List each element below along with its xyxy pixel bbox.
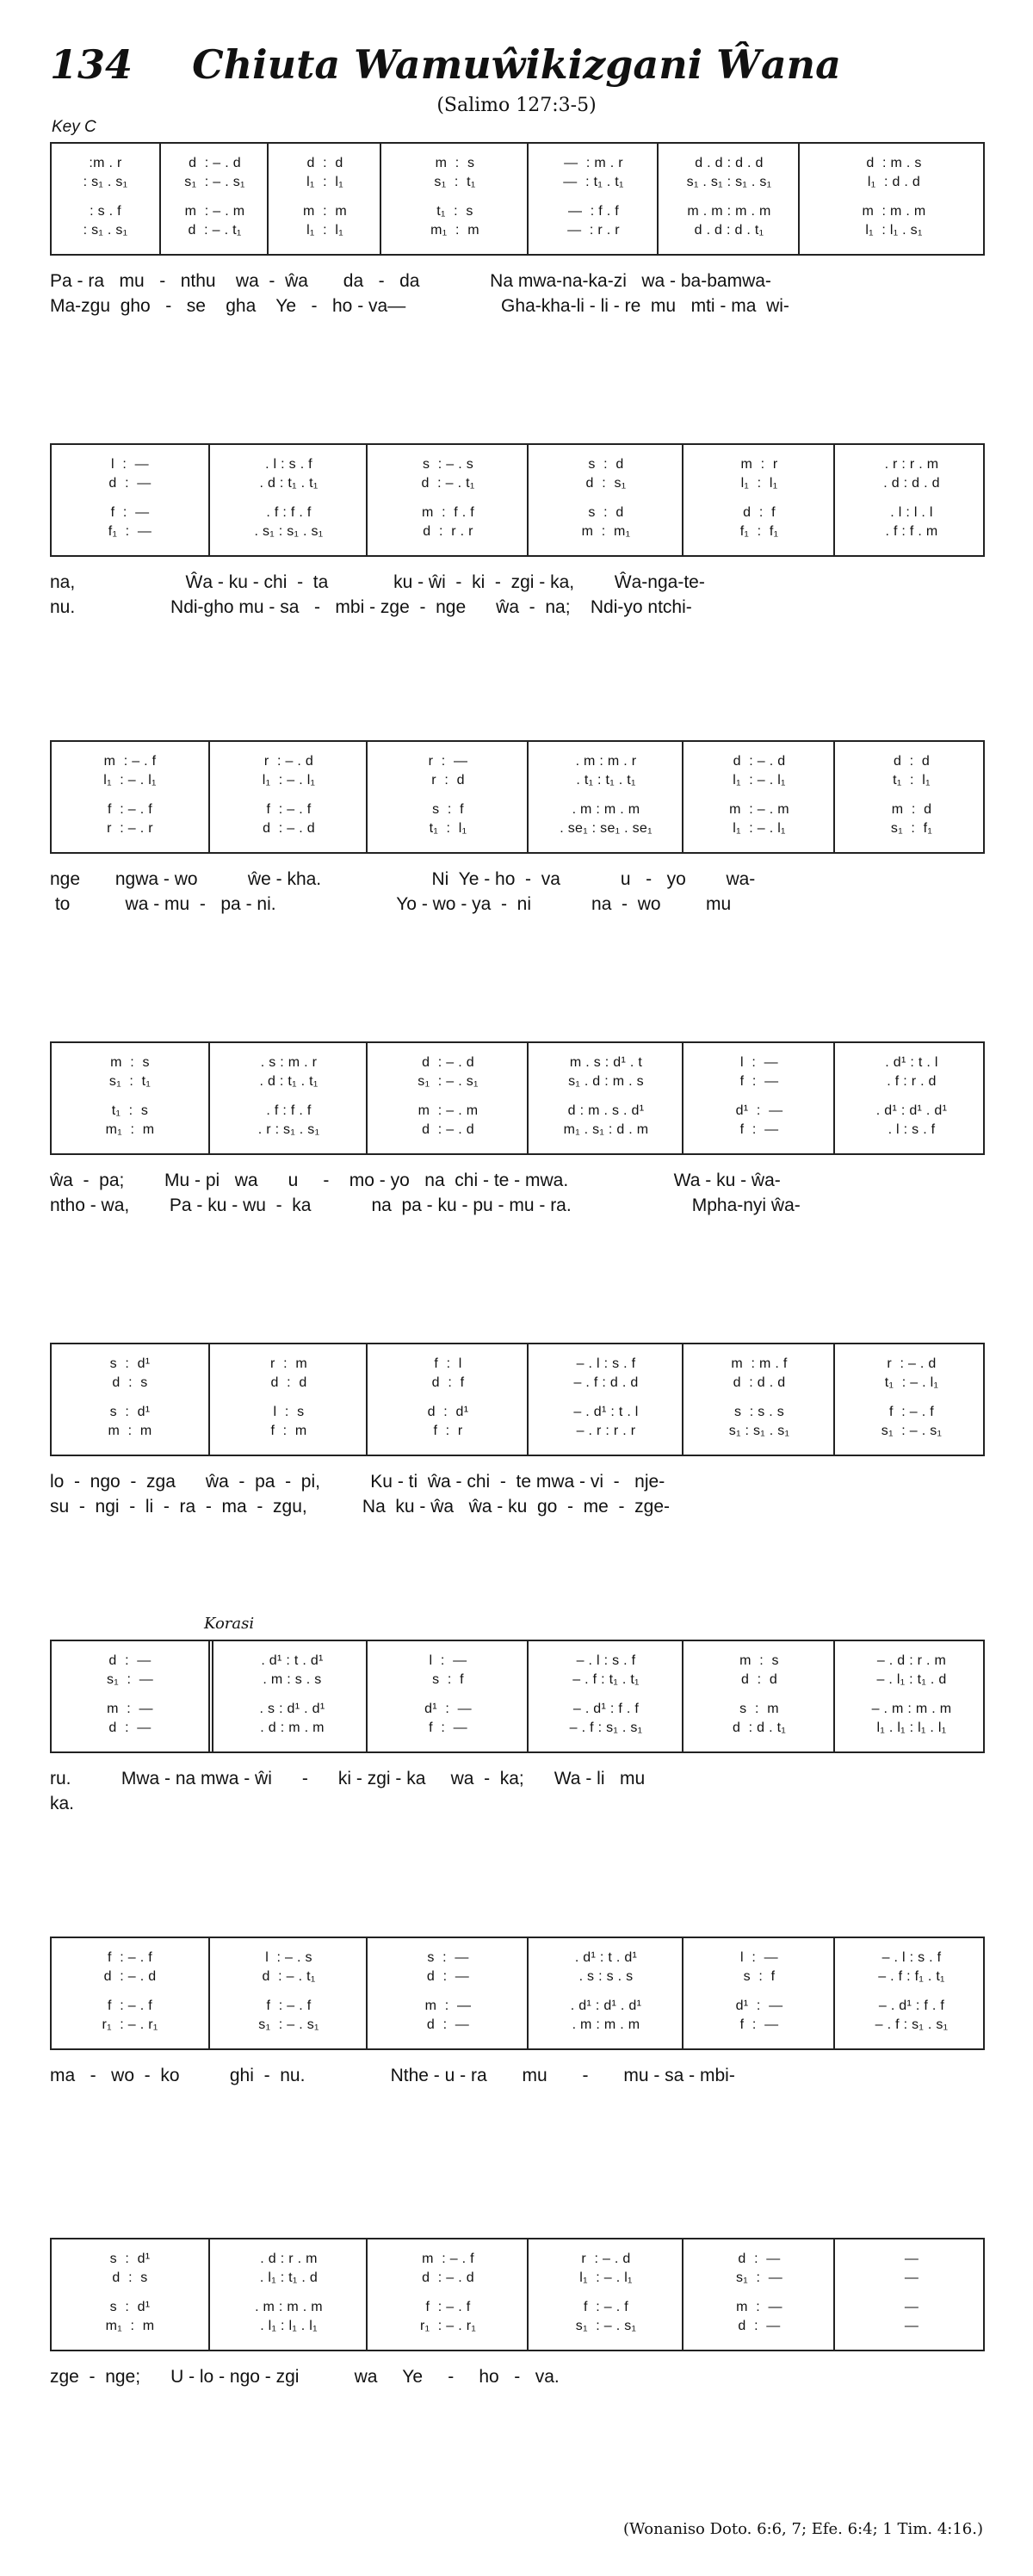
- voice-line: – . r : r . r: [576, 1424, 636, 1438]
- voice-line: f₁ : f₁: [739, 524, 779, 539]
- scripture-reference: (Salimo 127:3-5): [436, 95, 597, 116]
- measure: [833, 1938, 988, 2048]
- voice-line: m : m: [303, 204, 347, 219]
- voice-line: m : f . f: [421, 505, 475, 520]
- voice-line: d : —: [108, 476, 152, 491]
- music-system: [50, 2238, 985, 2387]
- voice-line: l₁ : l₁ . s₁: [865, 223, 923, 238]
- measure: [52, 1641, 208, 1751]
- voice-line: . d : d . d: [883, 476, 940, 491]
- voice-line: s₁ : s₁ . s₁: [728, 1424, 790, 1438]
- voice-line: m : s: [435, 156, 475, 170]
- voice-line: d : f: [431, 1375, 465, 1390]
- measure: [52, 1938, 208, 2048]
- voice-line: s : m: [739, 1702, 779, 1716]
- measure: [208, 1344, 368, 1455]
- voice-line: —: [904, 2319, 919, 2333]
- voice-line: s₁ : t₁: [434, 175, 476, 189]
- voice-line: l₁ : – . l₁: [579, 2270, 633, 2285]
- hymn-title: Chiuta Wamuŵikizgani Ŵana: [192, 41, 841, 88]
- voice-line: s₁ . d : m . s: [568, 1074, 644, 1089]
- voice-line: m₁ : m: [105, 2319, 155, 2333]
- voice-line: f : – . f: [584, 2300, 628, 2314]
- voice-line: . d¹ : t . d¹: [261, 1653, 324, 1668]
- measure: [682, 1344, 835, 1455]
- measure: [798, 144, 988, 254]
- voice-line: l₁ : – . l₁: [733, 821, 786, 836]
- solfa-staff: [50, 1937, 985, 2050]
- voice-line: – . d¹ : f . f: [878, 1998, 945, 2013]
- lyric-line: zge - nge; U - lo - ngo - zgi wa Ye - ho - va.: [50, 2367, 560, 2387]
- voice-line: . d¹ : d¹ . d¹: [570, 1998, 642, 2013]
- voice-line: . d¹ : d¹ . d¹: [875, 1103, 948, 1118]
- voice-line: s₁ : —: [735, 2270, 783, 2285]
- voice-line: . se₁ : se₁ . se₁: [560, 821, 653, 836]
- lyric-line: nge ngwa - wo ŵe - kha. Ni Ye - ho - va u - yo wa-: [50, 869, 756, 889]
- chorus-label: Korasi: [204, 1615, 255, 1633]
- measure: [682, 1043, 835, 1153]
- voice-line: d . d : d . t₁: [694, 223, 764, 238]
- voice-line: l₁ : – . l₁: [262, 773, 316, 788]
- voice-line: . l : s . f: [888, 1122, 936, 1137]
- voice-line: – . d : r . m: [876, 1653, 947, 1668]
- voice-line: m : m: [108, 1424, 152, 1438]
- voice-line: f : – . f: [266, 1998, 312, 2013]
- voice-line: . l : s . f: [265, 457, 312, 472]
- voice-line: – . f : s₁ . s₁: [569, 1720, 643, 1735]
- voice-line: d : —: [108, 1720, 152, 1735]
- voice-line: s₁ : – . s₁: [258, 2017, 319, 2032]
- voice-line: . t₁ : t₁ . t₁: [576, 773, 636, 788]
- measure: [208, 445, 368, 555]
- voice-line: m : —: [736, 2300, 782, 2314]
- voice-line: d : – . t₁: [262, 1969, 316, 1984]
- voice-line: l₁ : d . d: [867, 175, 921, 189]
- measure: [52, 1344, 208, 1455]
- voice-line: d¹ : —: [735, 1998, 783, 2013]
- voice-line: :m . r: [89, 156, 122, 170]
- music-system: [50, 142, 985, 316]
- voice-line: d : r . r: [423, 524, 473, 539]
- voice-line: r : m: [270, 1356, 307, 1371]
- voice-line: – . f : f₁ . t₁: [878, 1969, 945, 1984]
- voice-line: d : – . d: [733, 754, 786, 769]
- voice-line: r : d: [431, 773, 465, 788]
- measure: [52, 2239, 208, 2350]
- voice-line: . m : m . r: [575, 754, 637, 769]
- voice-line: — : r . r: [567, 223, 620, 238]
- voice-line: : s₁ . s₁: [83, 175, 128, 189]
- voice-line: f : —: [739, 2017, 779, 2032]
- measure: [208, 742, 368, 852]
- voice-line: s₁ : f₁: [890, 821, 933, 836]
- voice-line: —: [904, 2252, 919, 2266]
- music-system: [50, 1041, 985, 1215]
- voice-line: —: [904, 2300, 919, 2314]
- measure: [833, 445, 988, 555]
- voice-line: . r : s₁ . s₁: [257, 1122, 320, 1137]
- voice-line: . d : r . m: [260, 2252, 318, 2266]
- lyric-line: ma - wo - ko ghi - nu. Nthe - u - ra mu - mu - sa - mbi-: [50, 2066, 735, 2085]
- voice-line: m : s: [739, 1653, 779, 1668]
- voice-line: m : – . f: [103, 754, 157, 769]
- voice-line: s₁ : —: [106, 1672, 154, 1687]
- lyric-line: ka.: [50, 1794, 75, 1813]
- solfa-staff: [50, 740, 985, 854]
- voice-line: . d : t₁ . t₁: [259, 476, 319, 491]
- voice-line: m : m . f: [731, 1356, 788, 1371]
- measure: [682, 2239, 835, 2350]
- music-system: [50, 740, 985, 914]
- voice-line: d : m . s . d¹: [567, 1103, 645, 1118]
- voice-line: f : – . f: [266, 802, 312, 817]
- voice-line: d : —: [738, 2319, 781, 2333]
- voice-line: . m : m . m: [255, 2300, 323, 2314]
- voice-line: t₁ : s: [111, 1103, 149, 1118]
- voice-line: d : – . d: [189, 156, 241, 170]
- voice-line: f : l: [434, 1356, 462, 1371]
- voice-line: t₁ : s: [436, 204, 473, 219]
- lyric-line: su - ngi - li - ra - ma - zgu, Na ku - ŵa ŵa - ku go - me - zge-: [50, 1497, 671, 1517]
- measure: [52, 742, 208, 852]
- voice-line: s : f: [432, 802, 464, 817]
- music-system: [50, 443, 985, 617]
- voice-line: s : f: [432, 1672, 464, 1687]
- measure: [833, 1043, 988, 1153]
- voice-line: s₁ : t₁: [108, 1074, 152, 1089]
- voice-line: r : – . d: [581, 2252, 631, 2266]
- voice-line: l : – . s: [265, 1950, 312, 1965]
- voice-line: . f : f . f: [266, 1103, 312, 1118]
- measure: [380, 144, 529, 254]
- voice-line: . l₁ : t₁ . d: [259, 2270, 319, 2285]
- voice-line: d : – . d: [103, 1969, 157, 1984]
- voice-line: . s : d¹ . d¹: [259, 1702, 325, 1716]
- voice-line: s : —: [427, 1950, 469, 1965]
- voice-line: f : —: [739, 1074, 779, 1089]
- voice-line: . d : t₁ . t₁: [259, 1074, 319, 1089]
- voice-line: d : d¹: [427, 1405, 469, 1419]
- voice-line: s : d¹: [109, 2300, 151, 2314]
- voice-line: m₁ : m: [430, 223, 479, 238]
- lyric-line: to wa - mu - pa - ni. Yo - wo - ya - ni na - wo mu: [50, 894, 732, 914]
- footer-reference: (Wonaniso Doto. 6:6, 7; Efe. 6:4; 1 Tim. 4:16.): [623, 2520, 983, 2538]
- voice-line: . s : s . s: [578, 1969, 634, 1984]
- measure: [267, 144, 381, 254]
- voice-line: m : – . m: [729, 802, 789, 817]
- voice-line: m : – . f: [422, 2252, 474, 2266]
- measure: [366, 1938, 529, 2048]
- voice-line: f : – . f: [108, 1998, 152, 2013]
- voice-line: – . d¹ : f . f: [572, 1702, 640, 1716]
- voice-line: d : f: [743, 505, 776, 520]
- measure: [366, 445, 529, 555]
- measure: [366, 1043, 529, 1153]
- lyric-line: ntho - wa, Pa - ku - wu - ka na pa - ku - pu - mu - ra. Mpha-nyi ŵa-: [50, 1195, 801, 1215]
- voice-line: t₁ : – . l₁: [884, 1375, 939, 1390]
- voice-line: d : d . t₁: [732, 1720, 787, 1735]
- voice-line: m : —: [424, 1998, 472, 2013]
- measure: [366, 1641, 529, 1751]
- measure: [52, 144, 159, 254]
- voice-line: l₁ : l₁: [306, 175, 343, 189]
- voice-line: s₁ : – . s₁: [184, 175, 245, 189]
- voice-line: . m : m . m: [572, 2017, 640, 2032]
- voice-line: l : —: [740, 1950, 778, 1965]
- voice-line: – . l : s . f: [576, 1653, 636, 1668]
- voice-line: – . l₁ : t₁ . d: [876, 1672, 947, 1687]
- voice-line: : s₁ . s₁: [83, 223, 128, 238]
- voice-line: . l : l . l: [890, 505, 933, 520]
- voice-line: m . s : d¹ . t: [569, 1055, 643, 1070]
- lyric-line: na, Ŵa - ku - chi - ta ku - ŵi - ki - zgi - ka, Ŵa-nga-te-: [50, 572, 705, 592]
- measure: [682, 445, 835, 555]
- voice-line: f : – . f: [108, 802, 152, 817]
- solfa-staff: [50, 1041, 985, 1155]
- voice-line: – . f : t₁ . t₁: [572, 1672, 640, 1687]
- voice-line: d : – . t₁: [188, 223, 242, 238]
- measure: [682, 742, 835, 852]
- voice-line: d : – . d: [422, 1122, 474, 1137]
- voice-line: : s . f: [90, 204, 121, 219]
- voice-line: s : d: [588, 457, 624, 472]
- voice-line: r₁ : – . r₁: [102, 2017, 158, 2032]
- lyric-line: Ma-zgu gho - se gha Ye - ho - va— Gha-kha-li - li - re mu mti - ma wi-: [50, 296, 789, 316]
- voice-line: s : – . s: [422, 457, 473, 472]
- voice-line: d : —: [738, 2252, 781, 2266]
- voice-line: . d : m . m: [260, 1720, 325, 1735]
- hymn-number: 134: [50, 41, 133, 88]
- voice-line: d : d: [270, 1375, 307, 1390]
- voice-line: d : —: [108, 1653, 152, 1668]
- voice-line: s : s . s: [733, 1405, 785, 1419]
- voice-line: d : d: [893, 754, 931, 769]
- voice-line: t₁ : l₁: [429, 821, 467, 836]
- measure: [657, 144, 800, 254]
- solfa-staff: [50, 1640, 985, 1753]
- voice-line: d : s: [112, 1375, 148, 1390]
- voice-line: f : —: [110, 505, 150, 520]
- voice-line: m₁ : m: [105, 1122, 155, 1137]
- voice-line: m : r: [740, 457, 778, 472]
- voice-line: f : —: [429, 1720, 467, 1735]
- voice-line: f : – . f: [108, 1950, 152, 1965]
- measure: [833, 1641, 988, 1751]
- voice-line: – . m : m . m: [871, 1702, 952, 1716]
- voice-line: m : – . m: [184, 204, 245, 219]
- measure: [208, 1641, 371, 1751]
- solfa-staff: [50, 2238, 985, 2351]
- voice-line: s₁ : – . s₁: [881, 1424, 943, 1438]
- voice-line: f : —: [739, 1122, 779, 1137]
- voice-line: r : —: [428, 754, 468, 769]
- voice-line: l : —: [740, 1055, 778, 1070]
- voice-line: – . d¹ : t . l: [573, 1405, 639, 1419]
- voice-line: d . d : d . d: [695, 156, 764, 170]
- voice-line: – . l : s . f: [881, 1950, 942, 1965]
- voice-line: d : m . s: [866, 156, 922, 170]
- voice-line: . s : m . r: [260, 1055, 318, 1070]
- music-system: [50, 1937, 985, 2085]
- voice-line: . d¹ : t . l: [885, 1055, 938, 1070]
- measure: [527, 742, 684, 852]
- voice-line: d : s₁: [585, 476, 627, 491]
- solfa-staff: [50, 142, 985, 256]
- solfa-staff: [50, 443, 985, 557]
- voice-line: r₁ : – . r₁: [419, 2319, 477, 2333]
- lyric-line: lo - ngo - zga ŵa - pa - pi, Ku - ti ŵa - chi - te mwa - vi - nje-: [50, 1472, 665, 1492]
- voice-line: . m : m . m: [572, 802, 640, 817]
- voice-line: —: [904, 2270, 919, 2285]
- voice-line: m : m . m: [862, 204, 926, 219]
- voice-line: l₁ : l₁: [740, 476, 778, 491]
- voice-line: r : – . d: [887, 1356, 937, 1371]
- voice-line: d¹ : —: [735, 1103, 783, 1118]
- measure: [833, 1344, 988, 1455]
- measure: [208, 1043, 368, 1153]
- voice-line: d : d . d: [733, 1375, 786, 1390]
- voice-line: d : s: [112, 2270, 148, 2285]
- voice-line: r : – . d: [263, 754, 314, 769]
- voice-line: d : d: [740, 1672, 778, 1687]
- measure: [366, 1344, 529, 1455]
- voice-line: – . f : d . d: [573, 1375, 639, 1390]
- lyric-line: nu. Ndi-gho mu - sa - mbi - zge - nge ŵa - na; Ndi-yo ntchi-: [50, 597, 692, 617]
- voice-line: f : – . f: [425, 2300, 471, 2314]
- voice-line: . s₁ : s₁ . s₁: [254, 524, 324, 539]
- measure: [366, 742, 529, 852]
- voice-line: d : —: [426, 2017, 470, 2032]
- voice-line: l₁ . l₁ : l₁ . l₁: [876, 1720, 947, 1735]
- voice-line: f : – . f: [889, 1405, 934, 1419]
- voice-line: r : – . r: [107, 821, 153, 836]
- voice-line: – . l : s . f: [576, 1356, 636, 1371]
- voice-line: m : d: [891, 802, 932, 817]
- voice-line: . f : r . d: [887, 1074, 937, 1089]
- voice-line: . l₁ : l₁ . l₁: [260, 2319, 318, 2333]
- measure: [527, 2239, 684, 2350]
- measure: [682, 1938, 835, 2048]
- voice-line: l : —: [111, 457, 149, 472]
- measure: [527, 1938, 684, 2048]
- voice-line: l : —: [429, 1653, 467, 1668]
- voice-line: s₁ . s₁ : s₁ . s₁: [686, 175, 772, 189]
- measure: [527, 1344, 684, 1455]
- measure: [366, 2239, 529, 2350]
- measure: [208, 2239, 368, 2350]
- voice-line: d¹ : —: [424, 1702, 472, 1716]
- voice-line: m . m : m . m: [687, 204, 771, 219]
- voice-line: s₁ : – . s₁: [418, 1074, 479, 1089]
- voice-line: s : f: [743, 1969, 776, 1984]
- voice-line: d : – . t₁: [421, 476, 475, 491]
- measure: [682, 1641, 835, 1751]
- measure: [833, 2239, 988, 2350]
- voice-line: . d¹ : t . d¹: [574, 1950, 638, 1965]
- voice-line: d : d: [306, 156, 343, 170]
- measure: [159, 144, 269, 254]
- voice-line: – . f : s₁ . s₁: [875, 2017, 949, 2032]
- solfa-staff: [50, 1343, 985, 1456]
- measure: [208, 1938, 368, 2048]
- voice-line: f : r: [433, 1424, 463, 1438]
- lyric-line: Pa - ra mu - nthu wa - ŵa da - da Na mwa-na-ka-zi wa - ba-bamwa-: [50, 271, 771, 291]
- voice-line: m₁ . s₁ : d . m: [563, 1122, 649, 1137]
- lyric-line: ru. Mwa - na mwa - ŵi - ki - zgi - ka wa - ka; Wa - li mu: [50, 1769, 646, 1788]
- measure: [527, 1641, 684, 1751]
- voice-line: m : – . m: [418, 1103, 479, 1118]
- voice-line: l₁ : – . l₁: [733, 773, 786, 788]
- voice-line: l₁ : l₁: [306, 223, 343, 238]
- voice-line: l : s: [273, 1405, 305, 1419]
- measure: [527, 144, 659, 254]
- voice-line: t₁ : l₁: [893, 773, 931, 788]
- measure: [833, 742, 988, 852]
- voice-line: m : m₁: [581, 524, 631, 539]
- voice-line: — : f . f: [567, 204, 619, 219]
- voice-line: l₁ : – . l₁: [103, 773, 157, 788]
- voice-line: s : d¹: [109, 2252, 151, 2266]
- voice-line: d : – . d: [422, 2270, 474, 2285]
- lyric-line: ŵa - pa; Mu - pi wa u - mo - yo na chi - te - mwa. Wa - ku - ŵa-: [50, 1171, 781, 1190]
- measure: [52, 1043, 208, 1153]
- voice-line: m : s: [110, 1055, 150, 1070]
- measure: [527, 445, 684, 555]
- voice-line: s : d¹: [109, 1356, 151, 1371]
- measure: [527, 1043, 684, 1153]
- music-system: [50, 1640, 985, 1813]
- key-signature: Key C: [52, 118, 96, 136]
- voice-line: s₁ : – . s₁: [575, 2319, 637, 2333]
- voice-line: — : t₁ . t₁: [563, 175, 624, 189]
- voice-line: . f : f . f: [266, 505, 312, 520]
- voice-line: — : m . r: [564, 156, 623, 170]
- voice-line: f : m: [270, 1424, 307, 1438]
- voice-line: d : – . d: [263, 821, 315, 836]
- voice-line: . m : s . s: [263, 1672, 322, 1687]
- voice-line: d : —: [426, 1969, 470, 1984]
- voice-line: . f : f . m: [885, 524, 938, 539]
- voice-line: f₁ : —: [108, 524, 152, 539]
- measure: [52, 445, 208, 555]
- voice-line: s : d: [588, 505, 624, 520]
- voice-line: d : – . d: [422, 1055, 474, 1070]
- voice-line: m : —: [107, 1702, 153, 1716]
- voice-line: s : d¹: [109, 1405, 151, 1419]
- music-system: [50, 1343, 985, 1517]
- voice-line: . r : r . m: [884, 457, 939, 472]
